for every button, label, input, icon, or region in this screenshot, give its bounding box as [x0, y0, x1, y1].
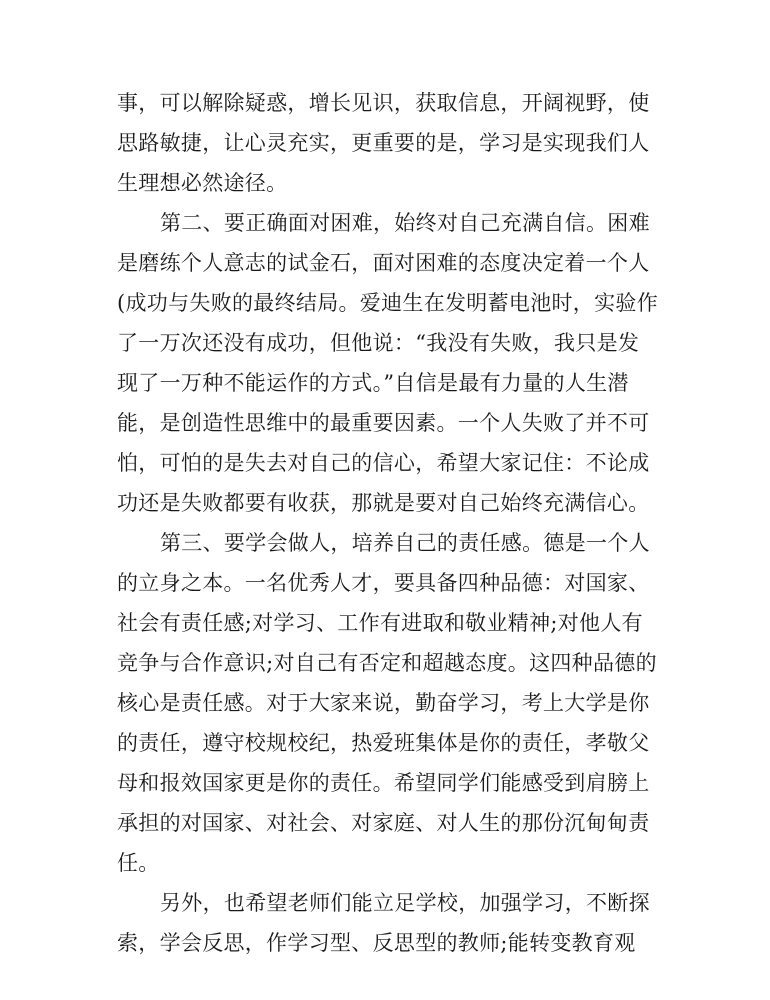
text-line: (成功与失败的最终结局。爱迪生在发明蓄电池时，实验作	[117, 291, 658, 315]
text-line: 现了一万种不能运作的方式。”自信是最有力量的人生潜	[117, 371, 629, 395]
text-line: 索，学会反思，作学习型、反思型的教师;能转变教育观	[117, 931, 636, 955]
text-line: 竞争与合作意识;对自己有否定和超越态度。这四种品德的	[117, 651, 657, 675]
text-line: 功还是失败都要有收获，那就是要对自己始终充满信心。	[117, 491, 650, 515]
text-line: 怕，可怕的是失去对自己的信心，希望大家记住：不论成	[117, 451, 650, 475]
text-line: 能，是创造性思维中的最重要因素。一个人失败了并不可	[117, 411, 650, 435]
text-line: 事，可以解除疑惑，增长见识，获取信息，开阔视野，使	[117, 91, 650, 115]
text-line: 的立身之本。一名优秀人才，要具备四种品德：对国家、	[117, 571, 650, 595]
paragraph-start-line: 第三、要学会做人，培养自己的责任感。德是一个人	[160, 531, 650, 555]
text-line: 了一万次还没有成功，但他说：“我没有失败，我只是发	[117, 331, 640, 355]
text-line: 承担的对国家、对社会、对家庭、对人生的那份沉甸甸责	[117, 811, 650, 835]
text-line: 母和报效国家更是你的责任。希望同学们能感受到肩膀上	[117, 771, 650, 795]
text-line: 生理想必然途径。	[117, 171, 288, 195]
text-line: 思路敏捷，让心灵充实，更重要的是，学习是实现我们人	[117, 131, 650, 155]
text-line: 是磨练个人意志的试金石，面对困难的态度决定着一个人	[117, 251, 650, 275]
paragraph-start-line: 另外，也希望老师们能立足学校，加强学习，不断探	[160, 891, 650, 915]
text-line: 核心是责任感。对于大家来说，勤奋学习，考上大学是你	[117, 691, 650, 715]
text-line: 社会有责任感;对学习、工作有进取和敬业精神;对他人有	[117, 611, 643, 635]
paragraph-start-line: 第二、要正确面对困难，始终对自己充满自信。困难	[160, 211, 650, 235]
text-line: 的责任，遵守校规校纪，热爱班集体是你的责任，孝敬父	[117, 731, 650, 755]
text-line: 任。	[117, 851, 160, 875]
